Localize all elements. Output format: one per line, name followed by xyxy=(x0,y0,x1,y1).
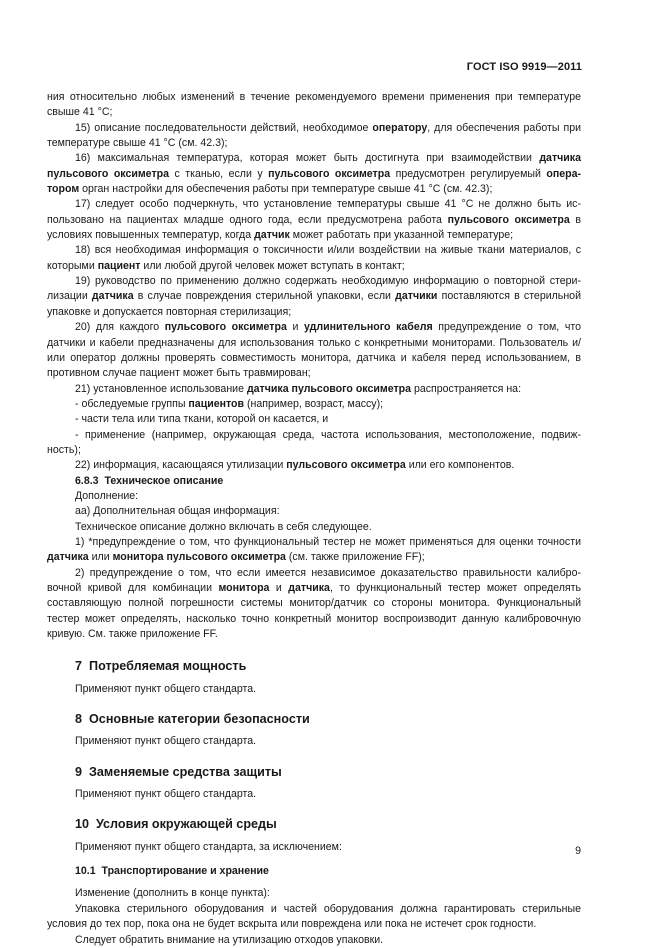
document-body xyxy=(47,90,581,948)
main-sections xyxy=(47,659,581,855)
section-heading xyxy=(47,817,581,832)
paragraph: Дополнение: xyxy=(75,489,139,502)
section-title: Заменяемые средства защиты xyxy=(89,764,282,779)
paragraph: Техническое описание должно включать в себя следующее. xyxy=(75,520,372,533)
paragraph: 19) руководство по применению должно содержать необходимую информацию о повторной стерилизации датчика в случае повреждения стерильной упаковки, если датчики поставляются в стерильной упаковке и допускается повторная стерилизация; xyxy=(47,275,581,318)
section-title: Основные категории безопасности xyxy=(89,712,310,727)
subsection-title: Техническое описание xyxy=(104,474,224,487)
paragraph: 20) для каждого пульсового оксиметра и удлинительного кабеля предупреждение о том, что датчики и кабели предназначены для использования только с конкретными мониторами. Пользователь и/или оператор должны проверять совместимость монитора, датчика и кабеля перед использованием, в противном случае пациент может быть травмирован; xyxy=(47,321,581,380)
section-heading xyxy=(47,659,581,674)
paragraph: 21) установленное использование датчика пульсового оксиметра распространяется на: xyxy=(75,382,522,395)
paragraph: 22) информация, касающаяся утилизации пульсового оксиметра или его компонентов. xyxy=(75,459,515,472)
paragraph: 16) максимальная температура, которая может быть достигнута при взаимодействии датчика пульсового оксиметра с тканью, если у пульсового оксиметра предусмотрен регулируемый оператором орган настройки для обеспечения работы при температуре свыше 41 °С (см. 42.3); xyxy=(47,152,582,196)
paragraph: 17) следует особо подчеркнуть, что установление температуры свыше 41 °С не должно быть использовано на пациентах младше одного года, если предусмотрена работа пульсового оксиметра в условиях повышенных температур, когда датчик может работать при указанной температуре; xyxy=(47,198,581,242)
paragraph: Упаковка стерильного оборудования и частей оборудования должна гарантировать стерильные условия до тех пор, пока она не будет вскрыта или повреждена или пока не истечет срок годности. xyxy=(47,902,581,931)
paragraph: 2) предупреждение о том, что если имеется независимое доказательство правильности калибровочной кривой для комбинации монитора и датчика, то функциональный тестер может определять составляющую полной погрешности системы монитор/датчик со стороны монитора. Функциональный тестер может определять, насколько точно конкретный монитор воспроизводит данную калибровочную кривую. См. также приложение FF. xyxy=(47,566,582,641)
paragraph: аа) Дополнительная общая информация: xyxy=(75,505,280,518)
subsection-683-heading xyxy=(47,474,581,489)
technical-description-section xyxy=(47,489,581,642)
paragraph: 1) *предупреждение о том, что функциональный тестер не может применяться для оценки точности датчика или монитора пульсового оксиметра (см. также приложение FF); xyxy=(47,535,581,564)
section-number: 9 xyxy=(75,764,83,779)
paragraph: - обследуемые группы пациентов (например, возраст, массу); xyxy=(75,397,384,410)
section-text: Применяют пункт общего стандарта. xyxy=(75,682,257,695)
paragraph: ния относительно любых изменений в течение рекомендуемого времени применения при температуре свыше 41 °С; xyxy=(47,91,581,119)
section-number: 10 xyxy=(75,817,90,832)
paragraph: 15) описание последовательности действий, необходимое оператору, для обеспечения работы при температуре свыше 41 °С (см. 42.3); xyxy=(47,121,582,150)
section-text: Применяют пункт общего стандарта. xyxy=(75,735,257,748)
paragraph: Изменение (дополнить в конце пункта): xyxy=(75,887,270,900)
standard-header: ГОСТ ISO 9919—2011 xyxy=(466,61,582,73)
section-title: Условия окружающей среды xyxy=(96,817,277,832)
section-text: Применяют пункт общего стандарта, за исключением: xyxy=(75,840,342,853)
section-text: Применяют пункт общего стандарта. xyxy=(75,788,257,801)
subsection-title: Транспортирование и хранение xyxy=(101,865,269,878)
section-title: Потребляемая мощность xyxy=(89,659,247,674)
subsection-number: 10.1 xyxy=(75,865,96,878)
paragraph: Следует обратить внимание на утилизацию отходов упаковки. xyxy=(75,933,384,946)
subsection-101-heading xyxy=(47,864,581,879)
paragraph: 18) вся необходимая информация о токсичности и/или воздействии на живые ткани материалов, с которыми пациент или любой другой человек может вступать в контакт; xyxy=(47,244,581,272)
paragraph: - части тела или типа ткани, которой он касается, и xyxy=(75,413,329,426)
section-number: 8 xyxy=(75,712,83,727)
section-number: 7 xyxy=(75,659,83,674)
page-number: 9 xyxy=(575,845,581,857)
section-heading xyxy=(47,712,581,727)
section-heading xyxy=(47,765,581,780)
list-items-section xyxy=(47,90,581,474)
paragraph: - применение (например, окружающая среда, частота использования, местоположение, подвижность); xyxy=(47,428,581,456)
subsection-number: 6.8.3 xyxy=(75,474,99,487)
transport-storage-section xyxy=(47,886,581,947)
